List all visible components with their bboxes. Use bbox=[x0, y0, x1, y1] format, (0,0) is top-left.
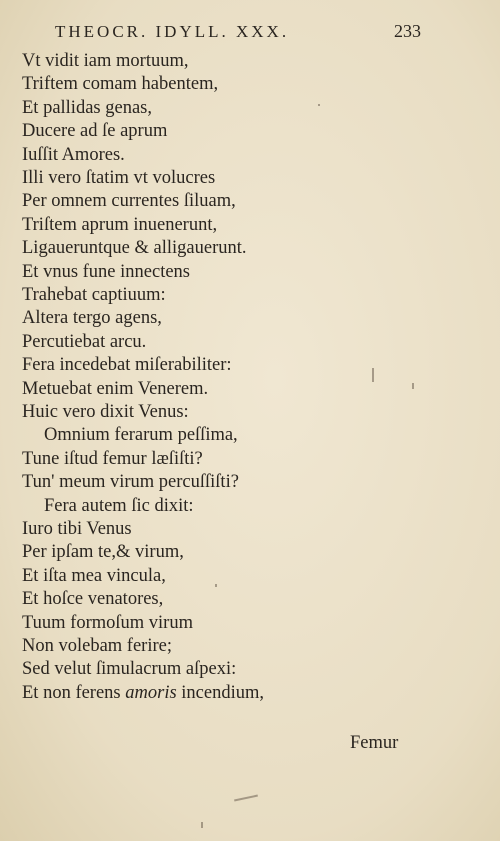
ink-speck bbox=[412, 383, 414, 389]
ink-speck bbox=[234, 795, 258, 802]
verse-line: Percutiebat arcu. bbox=[22, 331, 147, 352]
verse-line: Per omnem currentes ſiluam, bbox=[22, 191, 236, 212]
verse-line: Ligaueruntque & alligauerunt. bbox=[22, 238, 247, 259]
verse-line: Omnium ferarum peſſima, bbox=[44, 425, 238, 446]
verse-line: Tuum formoſum virum bbox=[22, 612, 193, 633]
verse-line: Illi vero ſtatim vt volucres bbox=[22, 168, 216, 188]
verse-line: Metuebat enim Venerem. bbox=[22, 378, 209, 399]
ink-speck bbox=[372, 368, 374, 382]
verse-line: Et iſta mea vincula, bbox=[22, 565, 166, 586]
verse-line: Vt vidit iam mortuum, bbox=[22, 51, 189, 71]
verse-line: Fera incedebat miſerabiliter: bbox=[22, 355, 232, 376]
italic-word: amoris bbox=[125, 682, 177, 703]
verse-line: Ducere ad ſe aprum bbox=[22, 121, 168, 142]
verse-line: Iuro tibi Venus bbox=[22, 519, 132, 539]
verse-line: Et vnus fune innectens bbox=[22, 261, 190, 282]
verse-line: Huic vero dixit Venus: bbox=[22, 402, 189, 422]
verse-line: Sed velut ſimulacrum aſpexi: bbox=[22, 659, 237, 680]
verse-line: Triſtem aprum inuenerunt, bbox=[22, 214, 218, 235]
verse-line: Altera tergo agens, bbox=[22, 308, 162, 329]
verse-line: Et hoſce venatores, bbox=[22, 589, 164, 610]
verse-line: Tun' meum virum percuſſiſti? bbox=[22, 472, 239, 493]
verse-line: Iuſſit Amores. bbox=[22, 144, 125, 165]
ink-speck bbox=[318, 104, 320, 106]
verse-line: Fera autem ſic dixit: bbox=[44, 495, 194, 516]
verse-line: Trahebat captiuum: bbox=[22, 285, 166, 305]
running-head: THEOCR. IDYLL. XXX. bbox=[55, 22, 290, 41]
verse-line: Non volebam ferire; bbox=[22, 636, 172, 656]
catchword: Femur bbox=[350, 733, 399, 753]
ink-speck bbox=[201, 822, 203, 828]
verse-line: Et pallidas genas, bbox=[22, 97, 152, 118]
page-header bbox=[0, 22, 500, 46]
verse-line: Et non ferens amoris incendium, bbox=[22, 682, 265, 703]
verse-line: Tune iſtud femur læſiſti? bbox=[22, 448, 203, 469]
verse-line: Per ipſam te,& virum, bbox=[22, 542, 184, 563]
verse-line: Triftem comam habentem, bbox=[22, 74, 219, 95]
page-number: 233 bbox=[394, 21, 421, 41]
ink-speck bbox=[215, 584, 217, 587]
